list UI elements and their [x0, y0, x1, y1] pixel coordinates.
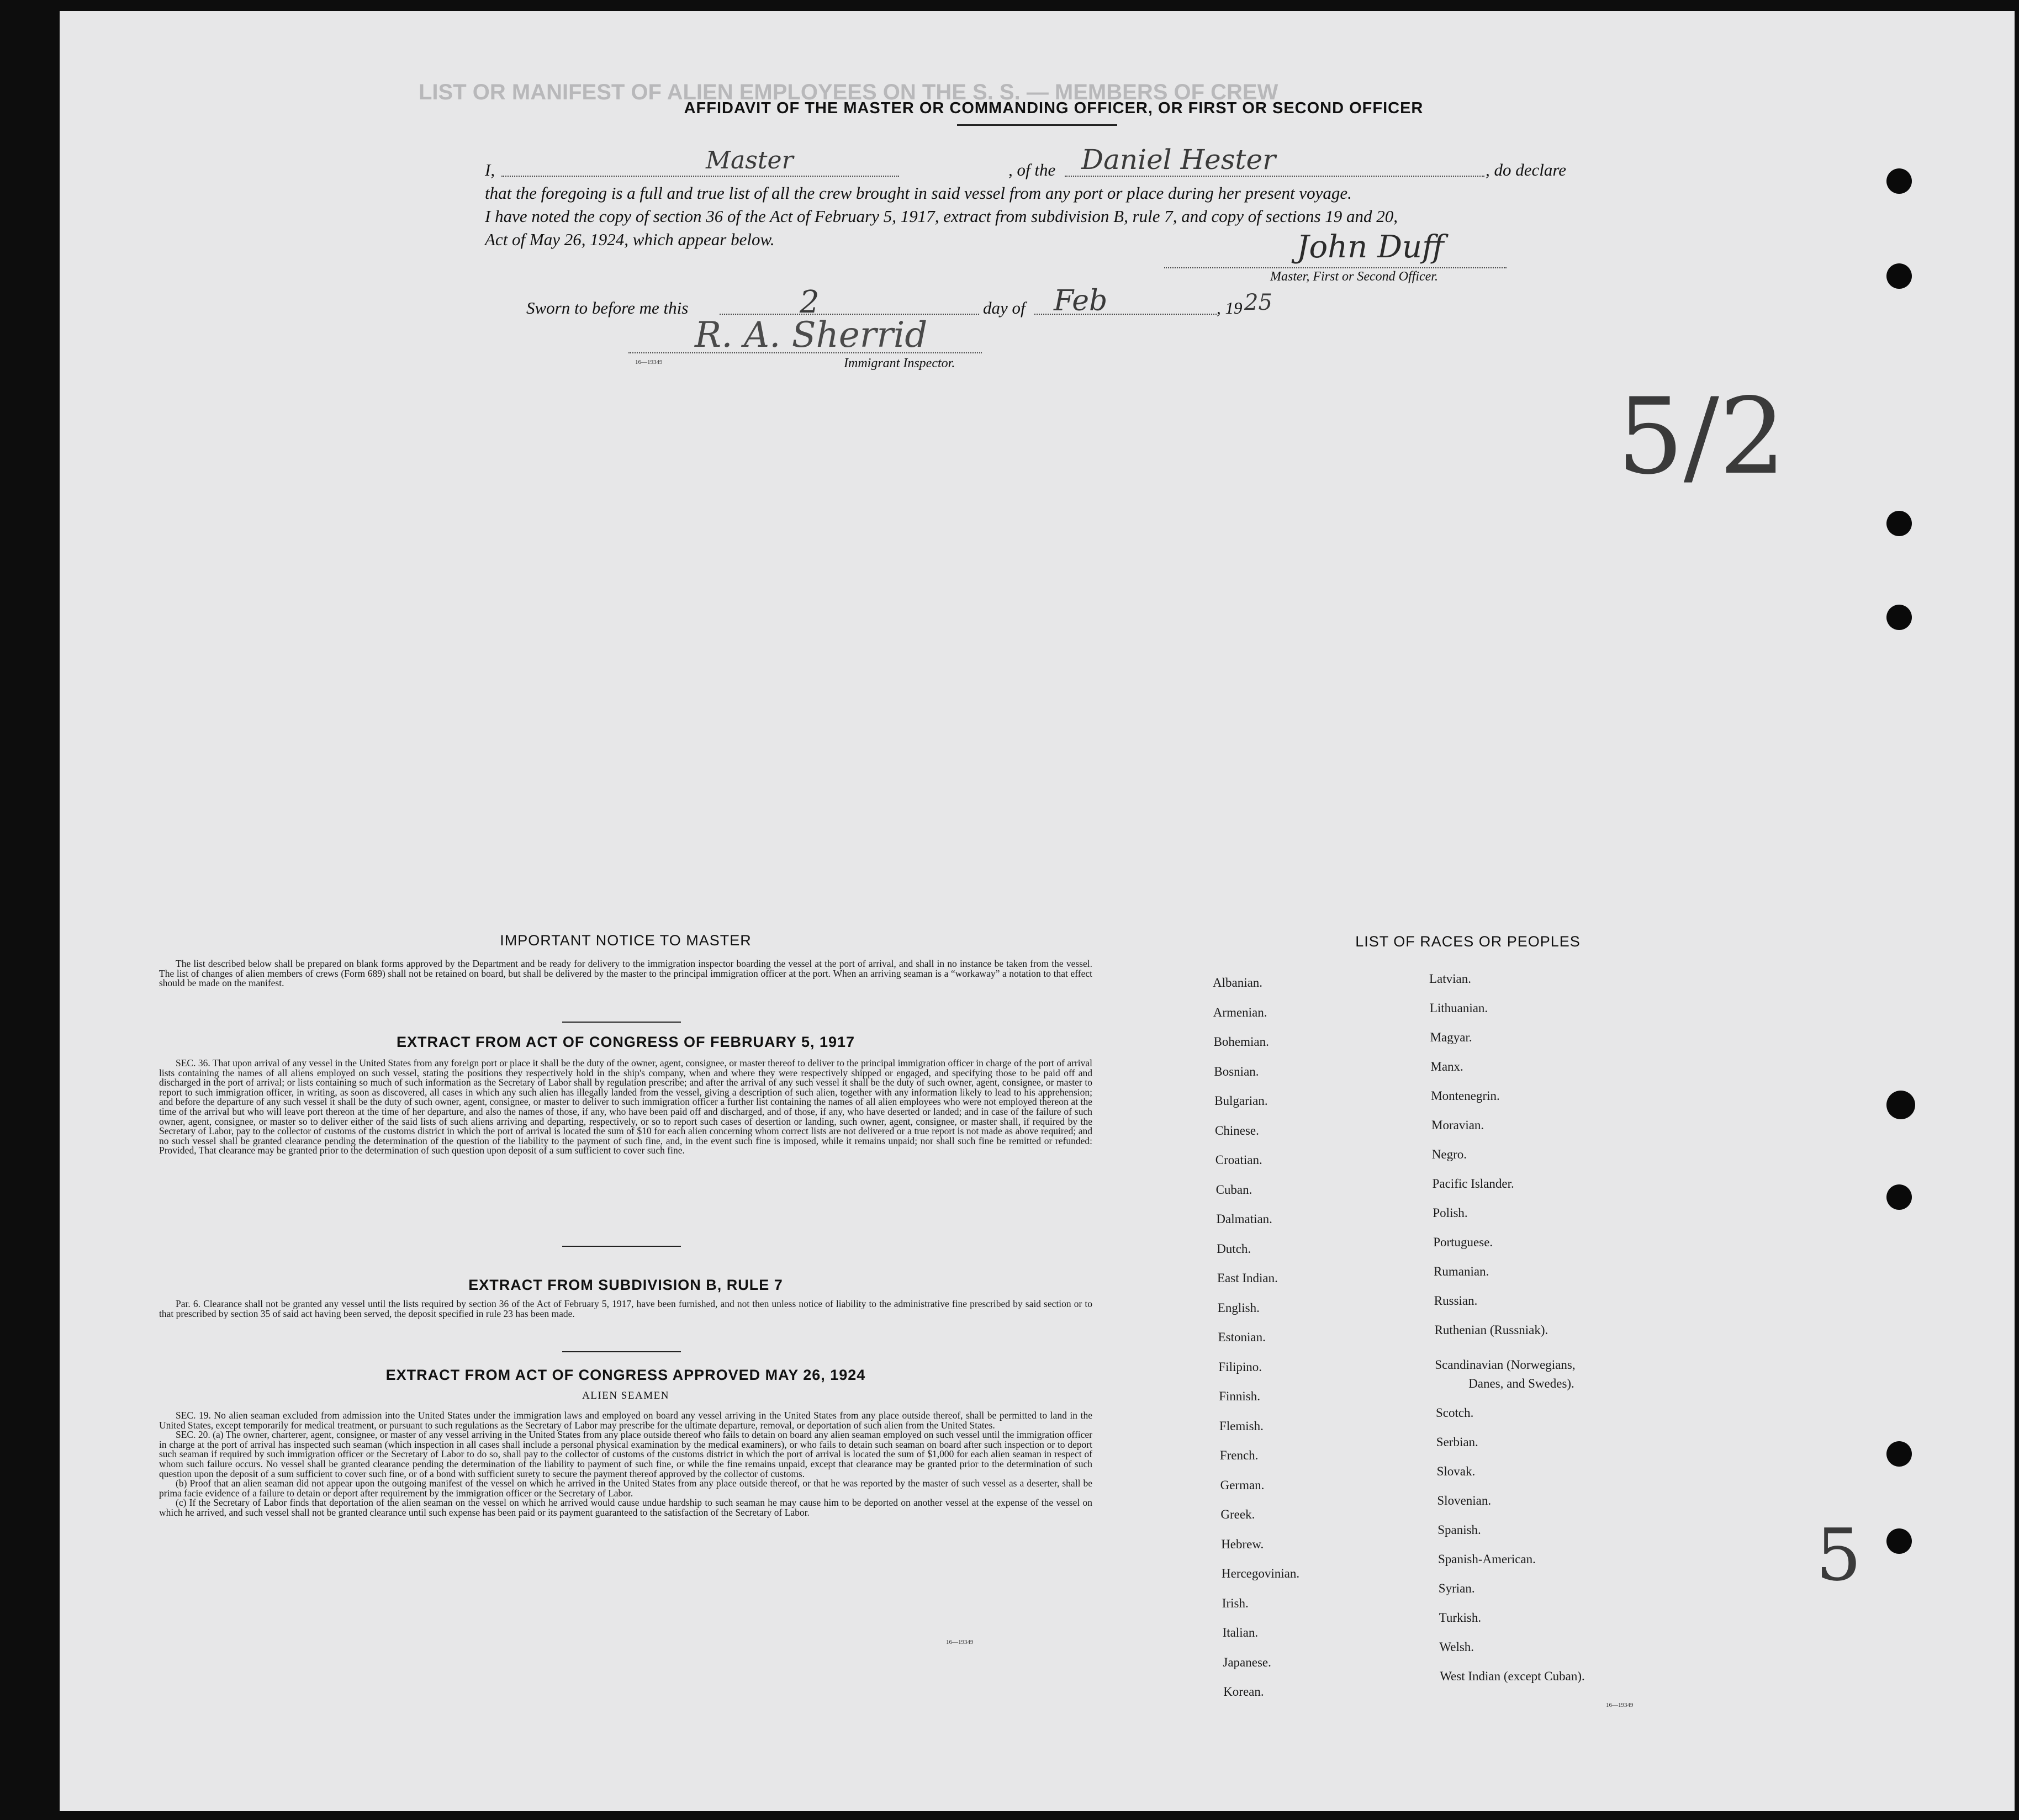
race-item: Ruthenian (Russniak).: [1434, 1323, 1548, 1337]
race-item: French.: [1219, 1448, 1259, 1462]
race-item: Slovak.: [1436, 1464, 1476, 1478]
signature-caption: Master, First or Second Officer.: [1270, 269, 1438, 284]
divider: [957, 124, 1117, 126]
race-item: Bulgarian.: [1214, 1094, 1268, 1108]
vessel-blank: [1065, 176, 1484, 177]
race-item: Estonian.: [1218, 1330, 1266, 1344]
race-item: Hercegovinian.: [1222, 1567, 1300, 1580]
punch-hole: [1886, 1441, 1912, 1467]
race-item: Pacific Islander.: [1432, 1177, 1514, 1191]
notice-title: IMPORTANT NOTICE TO MASTER: [500, 932, 752, 949]
divider: [562, 1351, 681, 1352]
race-item: Slovenian.: [1437, 1494, 1492, 1507]
form-number: 16—19349: [946, 1639, 974, 1646]
affidavit-line1-mid: , of the: [1008, 160, 1056, 179]
extract-1917-title: EXTRACT FROM ACT OF CONGRESS OF FEBRUARY 5, 1917: [396, 1034, 855, 1050]
rule7-body: [159, 1299, 1092, 1319]
inspector-signature: R. A. Sherrid: [695, 315, 928, 356]
race-item: Greek.: [1220, 1507, 1255, 1521]
race-item: Chinese.: [1215, 1123, 1259, 1138]
race-item: Filipino.: [1218, 1359, 1262, 1374]
race-item: Welsh.: [1439, 1640, 1474, 1654]
race-item: Syrian.: [1438, 1581, 1475, 1595]
punch-hole: [1886, 1091, 1915, 1119]
race-item: English.: [1217, 1300, 1260, 1315]
race-item: Irish.: [1222, 1596, 1249, 1610]
document-page: [60, 11, 2015, 1811]
extract-1924-body: [159, 1411, 1092, 1518]
punch-hole: [1886, 263, 1912, 289]
races-title: LIST OF RACES OR PEOPLES: [1355, 933, 1581, 950]
race-item: Manx.: [1430, 1060, 1463, 1073]
race-item: Dutch.: [1217, 1241, 1251, 1256]
race-item: Albanian.: [1213, 976, 1263, 990]
extract-1917-body: [159, 1059, 1092, 1156]
extract-1917-text: SEC. 36. That upon arrival of any vessel in the United States from any foreign port or place it shall be the duty of the owner, agent, consignee, or master thereof to deliver to the principal immigration officer in charge of the port of arrival lists containing the names of all aliens employed on such vessel, stating the positions they respectively hold in the ship's company, when and where they were respectively shipped or engaged, and specifying those to be paid off and discharged in the port of arrival; or lists containing so much of such information as the Secretary of Labor shall by regulation prescribe; and after the arrival of any such vessel it shall be the duty of such owner, agent, consignee, or master to report to such immigration officer, in writing, as soon as discovered, all cases in which any such alien has illegally landed from the vessel, giving a description of such alien, together with any information likely to lead to his apprehension; and before the departure of any such vessel it shall be the duty of such owner, agent, consignee, or master to deliver to such immigration officer a further list containing the names of all alien employees who were not employed thereon at the time of the arrival but who will leave port thereon at the time of her departure, and also the names of those, if any, who have been paid off and discharged, and of those, if any, who have deserted or landed; and in case of the failure of such owner, agent, consignee, or master so to deliver either of the said lists of such aliens arriving and departing, respectively, or so to report such cases of desertion or landing, such owner, agent, consignee, or master shall, if required by the Secretary of Labor, pay to the collector of customs of the customs district in which the port of arrival is located the sum of $10 for each alien concerning whom correct lists are not delivered or a true report is not made as above required; and no such vessel shall be granted clearance pending the determination of the question of the liability to the payment of such fine, and, in the event such fine is imposed, while it remains unpaid; nor shall such fine be remitted or refunded: Provided, That clearance may be granted prior to the determination of such question upon deposit of a sum sufficient to cover such fine.: [159, 1057, 1092, 1156]
race-item: Montenegrin.: [1431, 1089, 1500, 1103]
race-item: Portuguese.: [1433, 1235, 1493, 1249]
punch-hole: [1886, 1184, 1912, 1210]
alien-seamen-subtitle: ALIEN SEAMEN: [582, 1390, 669, 1401]
race-item: West Indian (except Cuban).: [1440, 1669, 1585, 1683]
sec20a-text: SEC. 20. (a) The owner, charterer, agent, consignee, or master of any vessel arriving in the United States from any place outside thereof who fails to detain on board any alien seaman employed on such vessel until the immigration officer in charge at the port of arrival has inspected such seaman (which inspection in all cases shall include a personal physical examination by the medical examiners), or who fails to detain such seaman on board after such inspection or to deport such seaman if required by such immigration officer or the Secretary of Labor to do so, shall pay to the collector of customs of the customs district in which the port of arrival is located the sum of $1,000 for each alien seaman in respect of whom such failure occurs. No vessel shall be granted clearance pending the determination of the liability to payment of such fine, or while the fine remains unpaid, except that clearance may be granted prior to the determination of such question upon the deposit of a sum sufficient to cover such fine, or of a bond with sufficient surety to secure the payment thereof approved by the collector of customs.: [159, 1429, 1092, 1479]
race-item: Italian.: [1222, 1626, 1259, 1639]
race-item: Polish.: [1433, 1206, 1468, 1220]
race-item: Russian.: [1434, 1294, 1478, 1308]
race-item: Cuban.: [1215, 1182, 1252, 1197]
bleed-through-text: LIST OR MANIFEST OF ALIEN EMPLOYEES ON THE S. S. — MEMBERS OF CREW: [419, 80, 1278, 104]
extract-1924-title: EXTRACT FROM ACT OF CONGRESS APPROVED MAY 26, 1924: [385, 1367, 866, 1383]
margin-mark-handwritten: 5: [1816, 1513, 1862, 1597]
race-item: German.: [1220, 1478, 1265, 1492]
affidavit-line4: Act of May 26, 1924, which appear below.: [485, 230, 775, 249]
form-number: 16—19349: [635, 359, 663, 366]
sworn-year-prefix: , 19: [1217, 298, 1243, 318]
inspector-signature-line: [628, 352, 982, 353]
race-item: Croatian.: [1215, 1153, 1262, 1167]
race-item: Hebrew.: [1221, 1537, 1264, 1551]
race-item: Danes, and Swedes).: [1468, 1377, 1574, 1390]
margin-note-handwritten: 5/2: [1617, 375, 1786, 498]
affidavit-title: AFFIDAVIT OF THE MASTER OR COMMANDING OFFICER, OR FIRST OR SECOND OFFICER: [684, 99, 1424, 117]
signature-line: [1164, 267, 1507, 268]
race-item: Moravian.: [1431, 1118, 1484, 1132]
race-item: Finnish.: [1219, 1389, 1260, 1403]
race-item: Rumanian.: [1434, 1265, 1489, 1278]
master-handwritten: Master: [706, 146, 794, 174]
form-number: 16—19349: [1606, 1702, 1634, 1708]
master-signature: John Duff: [1297, 229, 1444, 265]
divider: [562, 1022, 681, 1023]
punch-hole: [1886, 168, 1912, 194]
race-item: Serbian.: [1436, 1435, 1478, 1449]
race-item: Magyar.: [1430, 1030, 1472, 1044]
race-item: East Indian.: [1217, 1271, 1278, 1285]
race-item: Spanish-American.: [1438, 1552, 1536, 1566]
punch-hole: [1886, 1528, 1912, 1554]
race-item: Spanish.: [1437, 1523, 1481, 1537]
race-item: Latvian.: [1429, 972, 1471, 986]
sec20c-text: (c) If the Secretary of Labor finds that deportation of the alien seaman on the vessel on which he arrived would cause undue hardship to such seaman he may cause him to be deported on another vessel at the expense of the vessel on which he arrived, and such vessel shall not be granted clearance until such expense has been paid or its payment guaranteed to the satisfaction of the Secretary of Labor.: [159, 1497, 1092, 1518]
race-item: Negro.: [1431, 1147, 1467, 1161]
race-item: Lithuanian.: [1429, 1001, 1488, 1015]
sworn-year-handwritten: 25: [1244, 290, 1272, 315]
affidavit-line2: that the foregoing is a full and true list of all the crew brought in said vessel from any port or place during her present voyage.: [485, 183, 1352, 203]
sec19-text: SEC. 19. No alien seaman excluded from admission into the United States under the immigration laws and employed on board any vessel arriving in the United States from any place outside thereof, shall be permitted to land in the United States, except temporarily for medical treatment, or pursuant to such regulations as the Secretary of Labor may prescribe for the ultimate departure, removal, or deportation of such alien from the United States.: [159, 1410, 1092, 1431]
notice-text: The list described below shall be prepared on blank forms approved by the Department and be ready for delivery to the immigration inspector boarding the vessel at the port of arrival, and shall in no instance be taken from the vessel. The list of changes of alien members of crews (Form 689) shall not be retained on board, but shall be delivered by the master to the principal immigration officer at the port. When an arriving seaman is a “workaway” a notation to that effect should be made on the manifest.: [159, 958, 1092, 989]
race-item: Scandinavian (Norwegians,: [1435, 1358, 1576, 1372]
race-item: Dalmatian.: [1216, 1212, 1272, 1226]
race-item: Korean.: [1223, 1685, 1264, 1699]
race-item: Bohemian.: [1213, 1035, 1269, 1049]
rule7-title: EXTRACT FROM SUBDIVISION B, RULE 7: [468, 1277, 783, 1293]
punch-hole: [1886, 511, 1912, 536]
inspector-caption: Immigrant Inspector.: [844, 356, 955, 371]
sworn-prefix: Sworn to before me this: [526, 298, 689, 318]
race-item: Bosnian.: [1214, 1064, 1259, 1078]
affidavit-line3: I have noted the copy of section 36 of the Act of February 5, 1917, extract from subdivision B, rule 7, and copy of sections 19 and 20,: [485, 207, 1398, 226]
affidavit-line1-suffix: , do declare: [1486, 160, 1567, 179]
punch-hole: [1886, 605, 1912, 630]
notice-body: [159, 959, 1092, 988]
sworn-mid: day of: [983, 298, 1026, 318]
affidavit-line1-prefix: I,: [485, 160, 495, 179]
rule7-text: Par. 6. Clearance shall not be granted any vessel until the lists required by section 36 of the Act of February 5, 1917, have been furnished, and not then unless notice of liability to the administrative fine prescribed by said section or to that prescribed by section 35 of said act having been served, the deposit specified in rule 23 has been made.: [159, 1298, 1092, 1319]
sec20b-text: (b) Proof that an alien seaman did not appear upon the outgoing manifest of the vessel on which he arrived in the United States from any place outside thereof, or that he was reported by the master of such vessel as a deserter, shall be prima facie evidence of a failure to detain or deport after requirement by the immigration officer or the Secretary of Labor.: [159, 1478, 1092, 1499]
divider: [562, 1246, 681, 1247]
sworn-month-handwritten: Feb: [1054, 284, 1108, 318]
race-item: Flemish.: [1219, 1419, 1264, 1433]
race-item: Turkish.: [1439, 1611, 1482, 1625]
race-item: Japanese.: [1223, 1655, 1271, 1669]
vessel-handwritten: Daniel Hester: [1081, 144, 1276, 176]
sworn-day-handwritten: 2: [800, 284, 820, 320]
name-blank: [501, 176, 899, 177]
race-item: Scotch.: [1436, 1406, 1474, 1420]
race-item: Armenian.: [1213, 1005, 1267, 1019]
